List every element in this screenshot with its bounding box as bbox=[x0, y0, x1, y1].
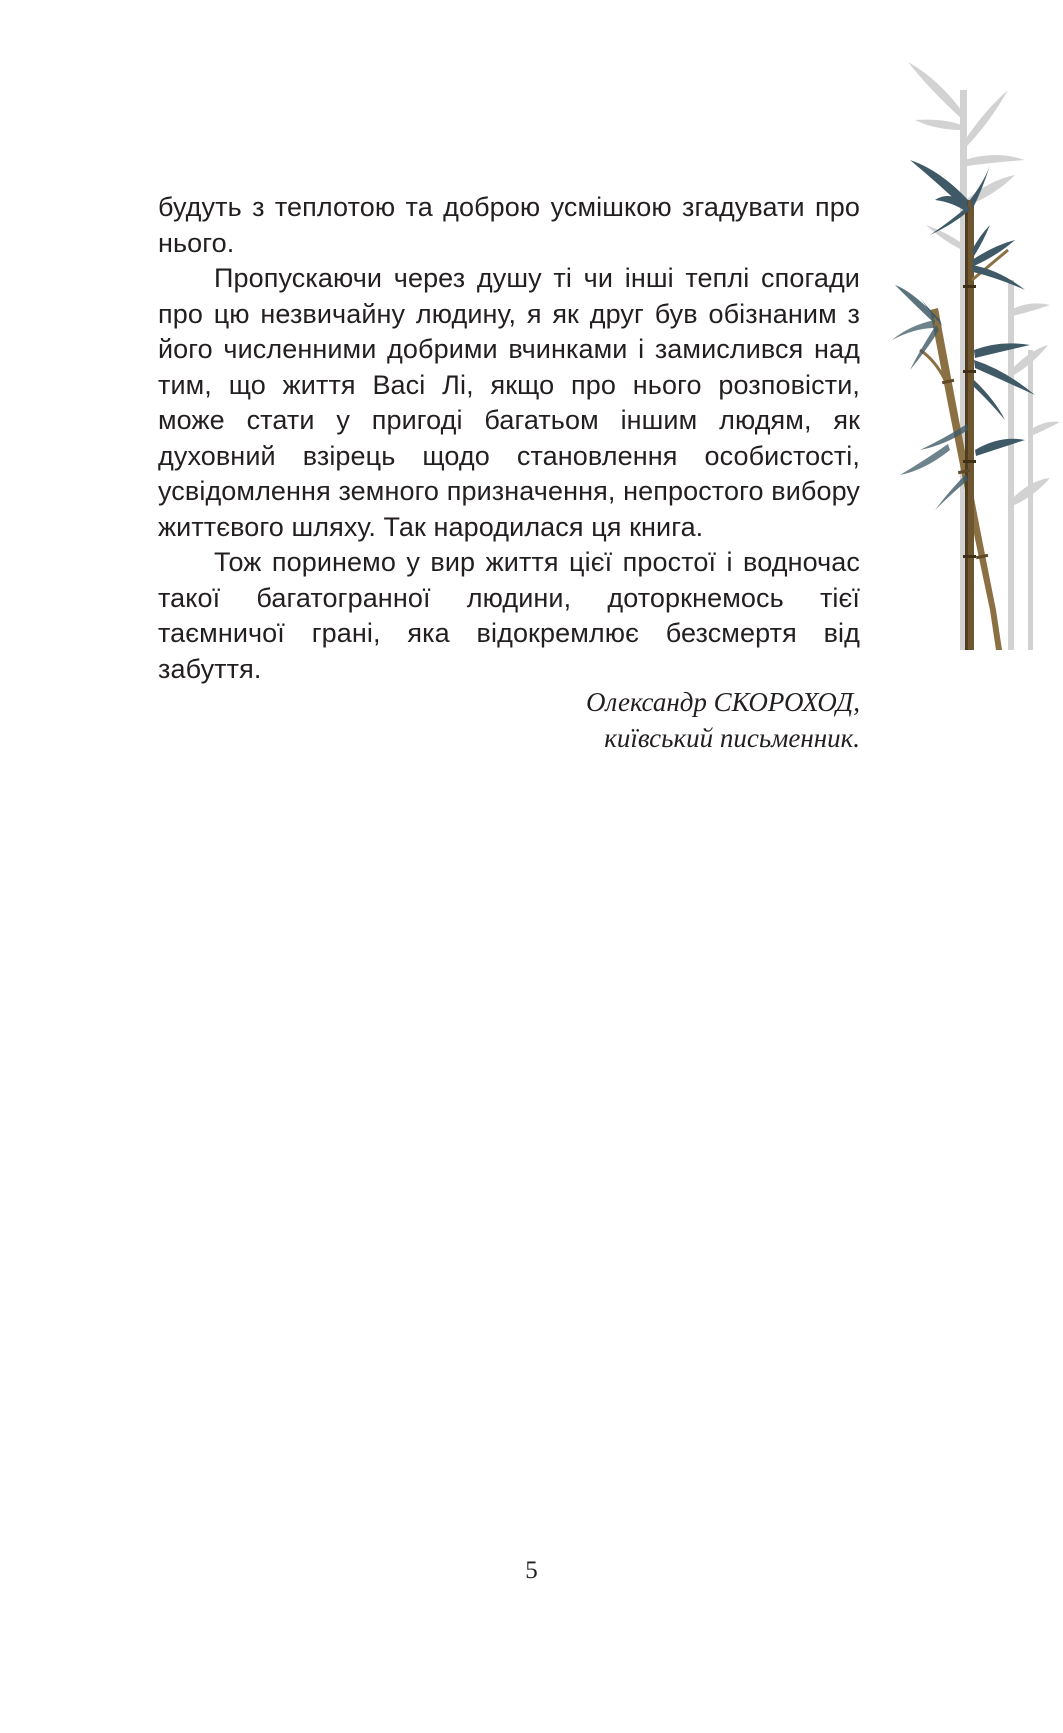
body-text bbox=[158, 190, 860, 687]
signature-role: київський письменник. bbox=[604, 723, 860, 753]
paragraph-1: будуть з теплотою та доброю усмішкою згадувати про нього. bbox=[158, 192, 860, 258]
paragraph-2: Пропускаючи через душу ті чи інші теплі спогади про цю незвичайну людину, я як друг був обізнаним з його численними добрими вчинками і замислився над тим, що життя Васі Лі, якщо про нього розповісти, може стати у пригоді багатьом іншим людям, як духовний взірець щодо становлення особистості, усвідомлення земного призначення, непростого вибору життєвого шляху. Так народилася ця книга. bbox=[158, 263, 860, 542]
bamboo-illustration bbox=[890, 50, 1063, 670]
signature bbox=[586, 684, 860, 756]
page-number: 5 bbox=[525, 1557, 538, 1584]
paragraph-3: Тож поринемо у вир життя цієї простої і водночас такої багатогранної людини, доторкнемось тієї таємничої грані, яка відокремлює безсмертя від забуття. bbox=[158, 547, 860, 684]
signature-author: Олександр СКОРОХОД, bbox=[586, 687, 860, 717]
